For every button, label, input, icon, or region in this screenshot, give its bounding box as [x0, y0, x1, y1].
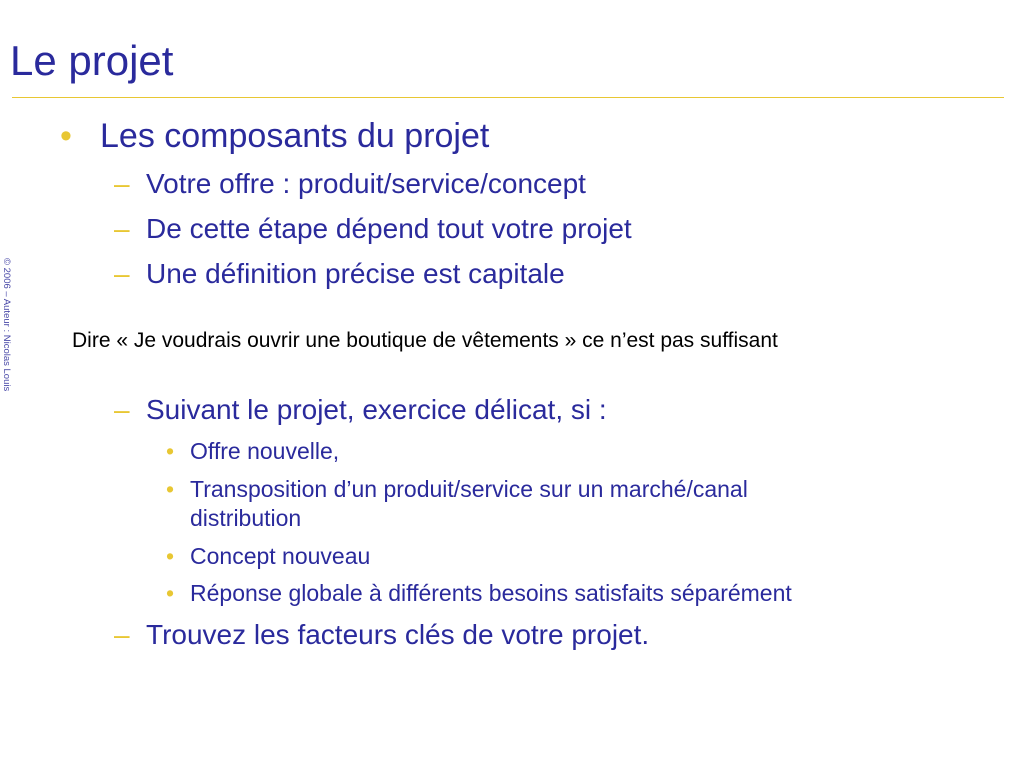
sub-sub-item-concept: Concept nouveau: [190, 543, 371, 569]
copyright-text: © 2006 – Auteur : Nicolas Louis: [1, 258, 12, 392]
example-note: Dire « Je voudrais ouvrir une boutique de vêtements » ce n’est pas suffisant: [72, 329, 778, 352]
bullet-marker: •: [166, 580, 175, 606]
title-divider: [12, 97, 1004, 98]
dash-marker: –: [114, 619, 130, 650]
sub-sub-item-offre-nouvelle: Offre nouvelle,: [190, 438, 340, 464]
copyright-notice: [0, 258, 14, 398]
bullet-item-composants: [60, 116, 72, 156]
dash-marker: –: [114, 394, 130, 425]
bullet-marker: •: [166, 438, 175, 464]
sub-item-etape: De cette étape dépend tout votre projet: [146, 213, 632, 244]
slide-title: Le projet: [10, 37, 174, 84]
sub-item-definition: Une définition précise est capitale: [146, 258, 565, 289]
bullet-marker: •: [60, 117, 72, 155]
dash-marker: –: [114, 258, 130, 289]
bullet-text-composants: Les composants du projet: [100, 117, 490, 155]
sub-sub-item-reponse: Réponse globale à différents besoins satisfaits séparément: [190, 580, 792, 606]
sub-item-facteurs: Trouvez les facteurs clés de votre projet.: [146, 619, 650, 650]
dash-marker: –: [114, 213, 130, 244]
bullet-marker: •: [166, 543, 175, 569]
sub-sub-item-transposition-cont: distribution: [190, 505, 302, 531]
bullet-marker: •: [166, 476, 175, 502]
sub-sub-item-transposition: Transposition d’un produit/service sur un marché/canal: [190, 476, 748, 502]
sub-item-suivant: Suivant le projet, exercice délicat, si :: [146, 394, 607, 425]
dash-marker: –: [114, 168, 130, 199]
sub-item-offre: Votre offre : produit/service/concept: [146, 168, 586, 199]
